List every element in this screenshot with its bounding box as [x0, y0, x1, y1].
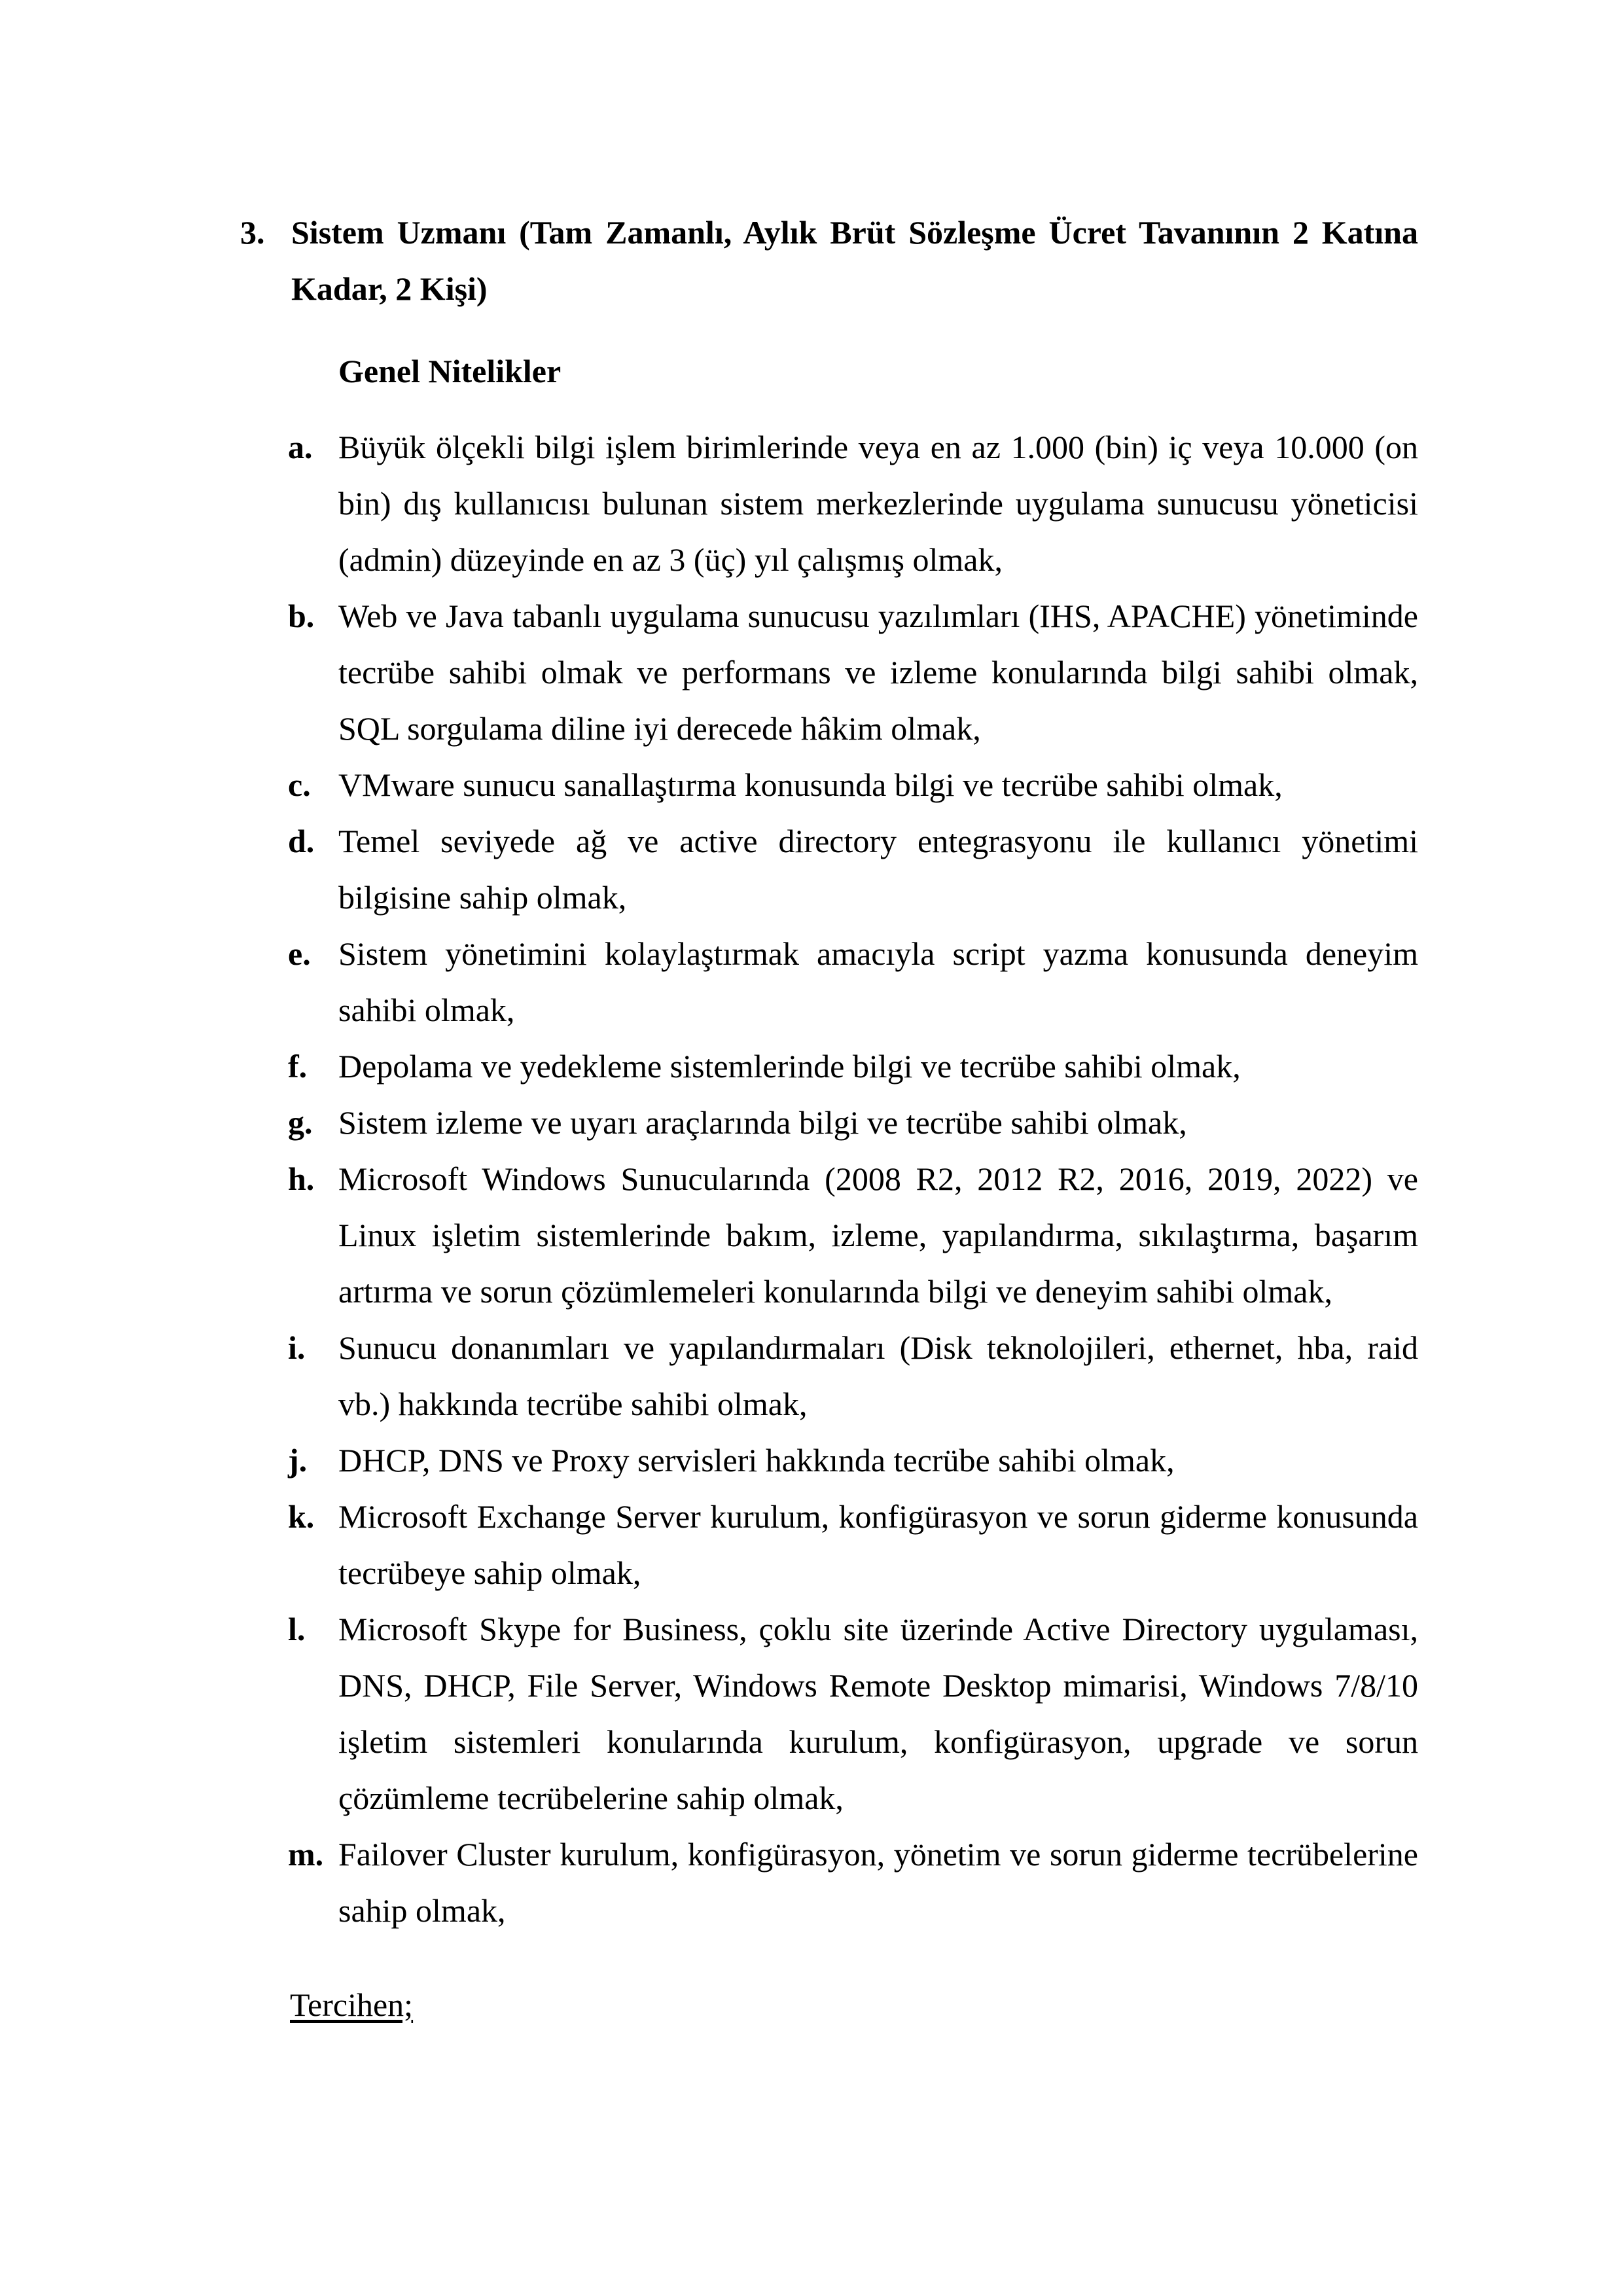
- item-marker: d.: [288, 823, 315, 859]
- preferred-qualifications-label: Tercihen;: [290, 1986, 414, 2023]
- requirement-item: [288, 588, 1418, 757]
- requirement-item: [288, 419, 1418, 588]
- section-number: 3.: [240, 214, 265, 251]
- item-marker: e.: [288, 935, 311, 972]
- item-marker: l.: [288, 1611, 306, 1647]
- requirement-item: [288, 1432, 1418, 1488]
- item-text: Web ve Java tabanlı uygulama sunucusu yazılımları (IHS, APACHE) yönetiminde tecrübe sahibi olmak ve performans ve izleme konularında bilgi sahibi olmak, SQL sorgulama diline iyi derecede hâkim olmak,: [338, 598, 1418, 747]
- item-marker: c.: [288, 766, 311, 803]
- item-marker: i.: [288, 1329, 306, 1366]
- general-qualifications-heading: Genel Nitelikler: [338, 353, 562, 389]
- item-text: Microsoft Exchange Server kurulum, konfigürasyon ve sorun giderme konusunda tecrübeye sahip olmak,: [338, 1498, 1418, 1591]
- item-text: Microsoft Skype for Business, çoklu site üzerinde Active Directory uygulaması, DNS, DHCP, File Server, Windows Remote Desktop mimarisi, Windows 7/8/10 işletim sistemleri konularında kurulum, konfigürasyon, upgrade ve sorun çözümleme tecrübelerine sahip olmak,: [338, 1611, 1418, 1816]
- item-text: DHCP, DNS ve Proxy servisleri hakkında tecrübe sahibi olmak,: [338, 1442, 1175, 1479]
- requirement-item: [288, 1151, 1418, 1319]
- section-title: Sistem Uzmanı (Tam Zamanlı, Aylık Brüt Sözleşme Ücret Tavanının 2 Katına Kadar, 2 Kişi): [291, 214, 1418, 307]
- item-text: VMware sunucu sanallaştırma konusunda bilgi ve tecrübe sahibi olmak,: [338, 766, 1283, 803]
- item-marker: a.: [288, 429, 313, 465]
- item-text: Büyük ölçekli bilgi işlem birimlerinde veya en az 1.000 (bin) iç veya 10.000 (on bin) dış kullanıcısı bulunan sistem merkezlerinde uygulama sunucusu yöneticisi (admin) düzeyinde en az 3 (üç) yıl çalışmış olmak,: [338, 429, 1418, 578]
- requirement-item: [288, 1038, 1418, 1094]
- item-text: Microsoft Windows Sunucularında (2008 R2, 2012 R2, 2016, 2019, 2022) ve Linux işletim sistemlerinde bakım, izleme, yapılandırma, sıkılaştırma, başarım artırma ve sorun çözümlemeleri konularında bilgi ve deneyim sahibi olmak,: [338, 1160, 1418, 1310]
- requirements-list: [288, 419, 1418, 1939]
- requirement-item: [288, 1601, 1418, 1826]
- item-text: Sistem izleme ve uyarı araçlarında bilgi ve tecrübe sahibi olmak,: [338, 1104, 1187, 1141]
- item-marker: f.: [288, 1048, 308, 1085]
- item-text: Sistem yönetimini kolaylaştırmak amacıyla script yazma konusunda deneyim sahibi olmak,: [338, 935, 1418, 1028]
- requirement-item: [288, 813, 1418, 925]
- requirement-item: [288, 925, 1418, 1038]
- requirement-item: [288, 1826, 1418, 1939]
- item-marker: m.: [288, 1836, 324, 1873]
- item-marker: j.: [288, 1442, 308, 1479]
- requirement-item: [288, 1319, 1418, 1432]
- item-text: Depolama ve yedekleme sistemlerinde bilgi ve tecrübe sahibi olmak,: [338, 1048, 1241, 1085]
- item-marker: h.: [288, 1160, 315, 1197]
- item-text: Sunucu donanımları ve yapılandırmaları (Disk teknolojileri, ethernet, hba, raid vb.) hakkında tecrübe sahibi olmak,: [338, 1329, 1418, 1422]
- item-marker: g.: [288, 1104, 313, 1141]
- item-text: Temel seviyede ağ ve active directory entegrasyonu ile kullanıcı yönetimi bilgisine sahip olmak,: [338, 823, 1418, 916]
- requirement-item: [288, 1488, 1418, 1601]
- item-marker: b.: [288, 598, 315, 634]
- section-heading: [240, 204, 1418, 317]
- requirement-item: [288, 1094, 1418, 1151]
- item-text: Failover Cluster kurulum, konfigürasyon, yönetim ve sorun giderme tecrübelerine sahip olmak,: [338, 1836, 1418, 1929]
- requirement-item: [288, 757, 1418, 813]
- item-marker: k.: [288, 1498, 315, 1535]
